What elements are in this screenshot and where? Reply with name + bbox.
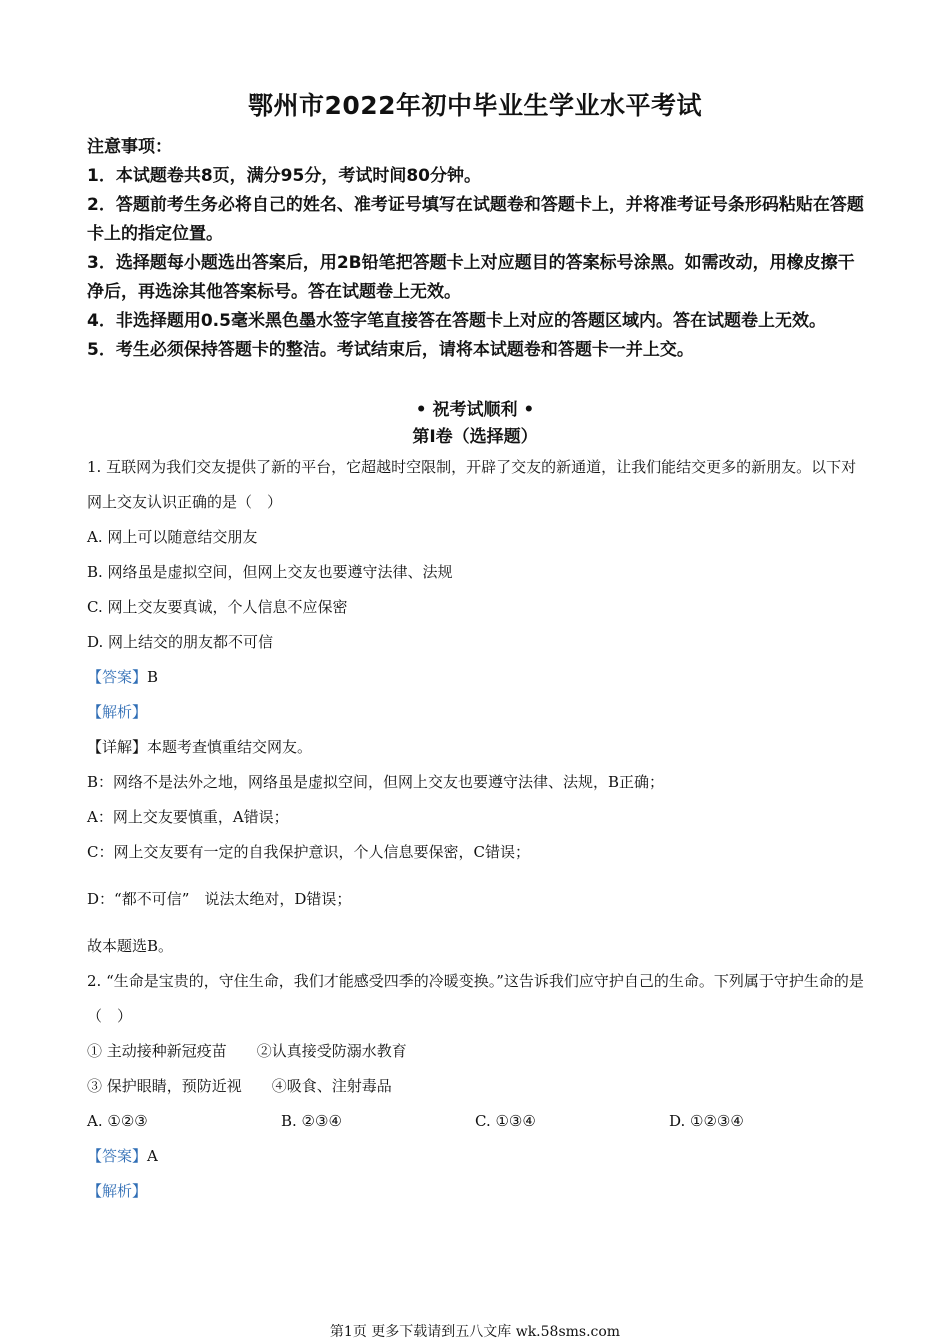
- option-a: A. ①②③: [87, 1112, 148, 1130]
- question-content: [87, 450, 867, 1209]
- notice-item: 3．选择题每小题选出答案后，用2B铅笔把答题卡上对应题目的答案标号涂黑。如需改动，用橡皮擦干净后，再选涂其他答案标号。答在试题卷上无效。: [87, 253, 855, 302]
- option-c: C. 网上交友要真诚，个人信息不应保密: [87, 598, 348, 616]
- question-2-stem: 2. “生命是宝贵的，守住生命，我们才能感受四季的冷暖变换。”这告诉我们应守护自己的生命。下列属于守护生命的是（ ）: [87, 972, 864, 1025]
- statement-line: ③ 保护眼睛，预防近视 ④吸食、注射毒品: [87, 1077, 392, 1095]
- option-a: A. 网上可以随意结交朋友: [87, 528, 258, 546]
- explanation-line: D：“都不可信” 说法太绝对，D错误；: [87, 890, 352, 908]
- notice-section: [87, 133, 867, 365]
- notice-item: 5．考生必须保持答题卡的整洁。考试结束后，请将本试题卷和答题卡一并上交。: [87, 340, 694, 360]
- notice-item: 2．答题前考生务必将自己的姓名、准考证号填写在试题卷和答题卡上，并将准考证号条形码粘贴在答题卡上的指定位置。: [87, 195, 864, 244]
- page-footer: 第1页 更多下载请到五八文库 wk.58sms.com: [329, 1324, 621, 1340]
- q2-options: [87, 1104, 867, 1139]
- wish-line: • 祝考试顺利 •: [415, 400, 535, 420]
- option-b: B. 网络虽是虚拟空间，但网上交友也要遵守法律、法规: [87, 563, 453, 581]
- explanation-line: B：网络不是法外之地，网络虽是虚拟空间，但网上交友也要遵守法律、法规，B正确；: [87, 773, 665, 791]
- notice-item: 4．非选择题用0.5毫米黑色墨水签字笔直接答在答题卡上对应的答题区域内。答在试题卷上无效。: [87, 311, 826, 331]
- detail-line: 【详解】本题考查慎重结交网友。: [87, 738, 313, 756]
- answer-tag: 【答案】: [87, 1147, 148, 1165]
- section-title: 第Ⅰ卷（选择题）: [412, 427, 538, 447]
- option-d: D. ①②③④: [669, 1112, 744, 1130]
- analysis-tag: 【解析】: [87, 1182, 148, 1200]
- conclusion-line: 故本题选B。: [87, 937, 174, 955]
- answer-value: A: [147, 1147, 158, 1165]
- option-b: B. ②③④: [281, 1112, 342, 1130]
- explanation-line: A：网上交友要慎重，A错误；: [87, 808, 289, 826]
- explanation-line: C：网上交友要有一定的自我保护意识，个人信息要保密，C错误；: [87, 843, 530, 861]
- question-1-stem: 1. 互联网为我们交友提供了新的平台，它超越时空限制，开辟了交友的新通道，让我们能结交更多的新朋友。以下对网上交友认识正确的是（ ）: [87, 458, 857, 511]
- notice-item: 1．本试题卷共8页，满分95分，考试时间80分钟。: [87, 166, 481, 186]
- notice-heading: 注意事项：: [87, 137, 172, 157]
- answer-line: [87, 1139, 867, 1174]
- answer-line: [87, 660, 867, 695]
- option-d: D. 网上结交的朋友都不可信: [87, 633, 274, 651]
- statement-line: ① 主动接种新冠疫苗 ②认真接受防溺水教育: [87, 1042, 407, 1060]
- page-title: 鄂州市2022年初中毕业生学业水平考试: [247, 91, 703, 120]
- answer-value: B: [147, 668, 159, 686]
- analysis-tag: 【解析】: [87, 703, 148, 721]
- option-c: C. ①③④: [475, 1112, 536, 1130]
- answer-tag: 【答案】: [87, 668, 148, 686]
